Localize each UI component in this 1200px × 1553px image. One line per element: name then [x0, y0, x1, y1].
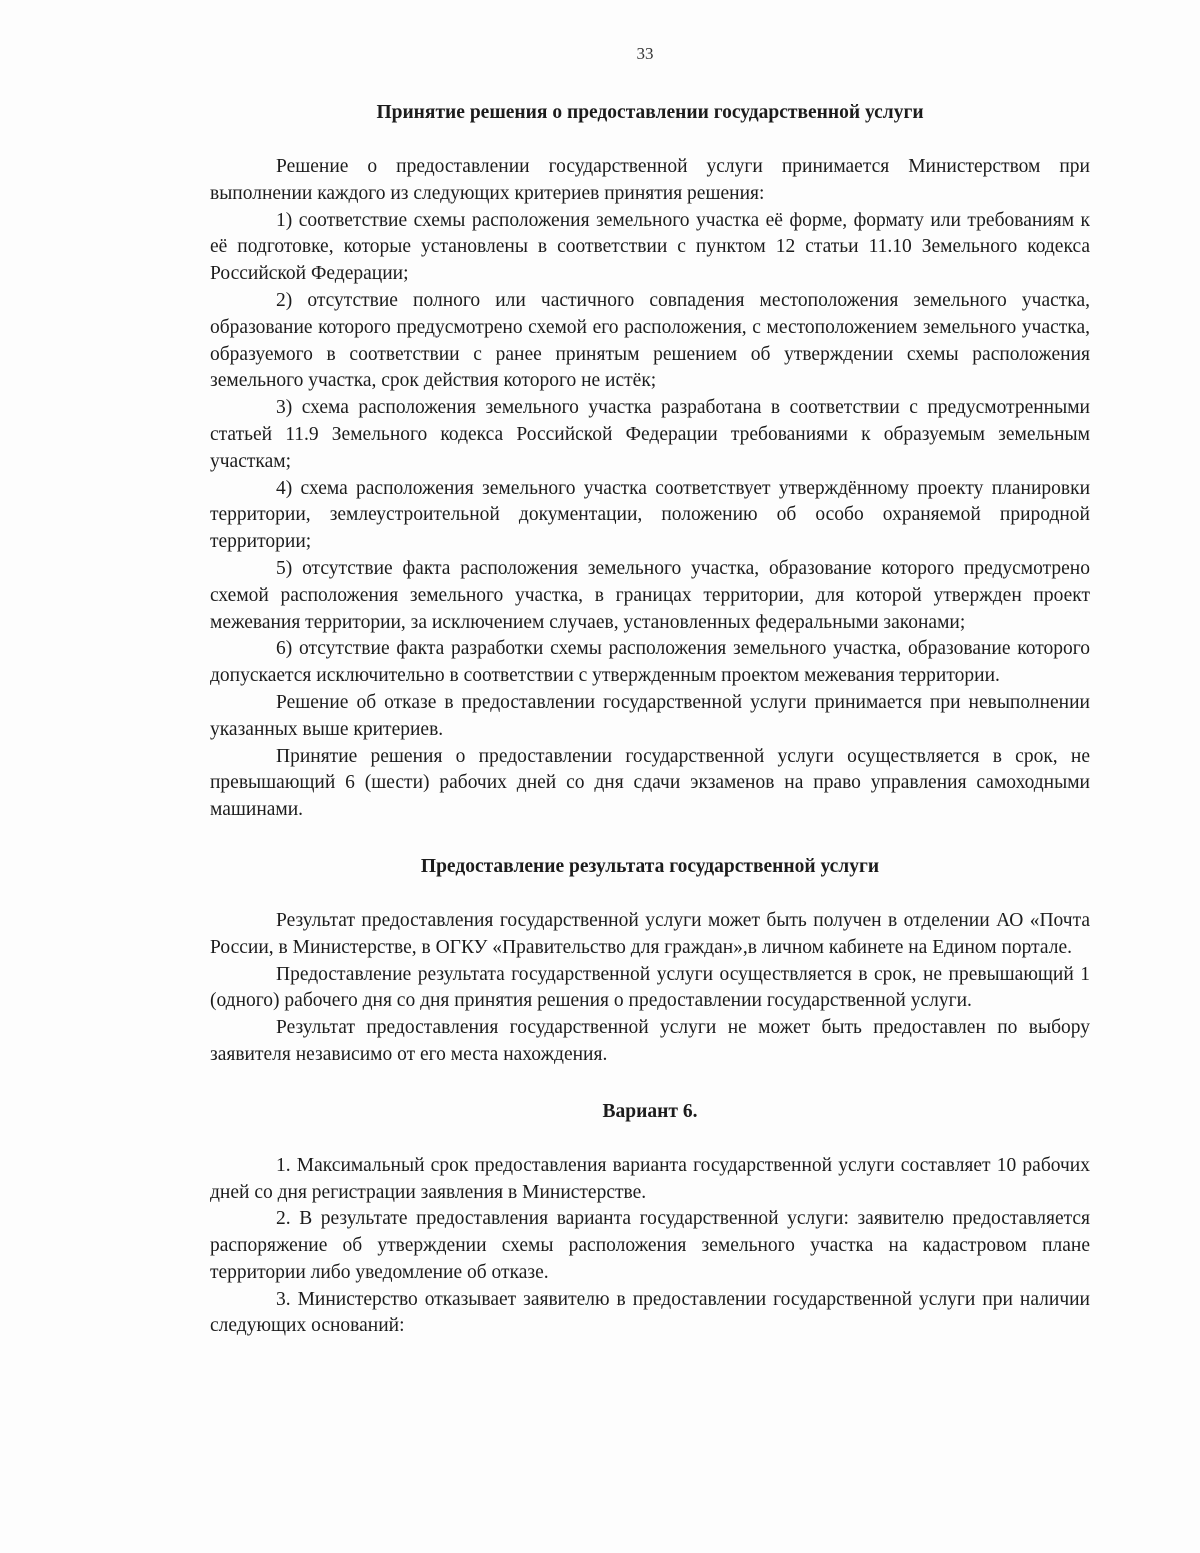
paragraph: 2. В результате предоставления варианта государственной услуги: заявителю предоставляется распоряжение об утверждении схемы расположения земельного участка на кадастровом плане территории либо уведомление об отказе. — [210, 1208, 1090, 1283]
paragraph: 1. Максимальный срок предоставления варианта государственной услуги составляет 10 рабочих дней со дня регистрации заявления в Министерстве. — [210, 1154, 1090, 1203]
paragraph: 3) схема расположения земельного участка разработана в соответствии с предусмотренными статьей 11.9 Земельного кодекса Российской Федерации требованиями к образуемым земельным участкам; — [210, 397, 1090, 472]
section-heading: Вариант 6. — [602, 1100, 698, 1122]
paragraph: Результат предоставления государственной услуги не может быть предоставлен по выбору заявителя независимо от его места нахождения. — [210, 1017, 1090, 1065]
paragraph: 2) отсутствие полного или частичного совпадения местоположения земельного участка, образование которого предусмотрено схемой его расположения, с местоположением земельного участка, образуемого в соответствии с ранее принятым решением об утверждении схемы расположения земельного участка, срок действия которого не истёк; — [210, 289, 1090, 392]
section-variant-6 — [210, 1099, 1090, 1341]
document-body — [210, 100, 1090, 1340]
section-result — [210, 854, 1090, 1069]
page-number: 33 — [636, 44, 654, 63]
paragraph: 3. Министерство отказывает заявителю в предоставлении государственной услуги при наличии следующих оснований: — [210, 1288, 1090, 1337]
paragraph: Решение об отказе в предоставлении государственной услуги принимается при невыполнении указанных выше критериев. — [210, 691, 1090, 740]
section-heading: Предоставление результата государственной услуги — [420, 855, 880, 877]
paragraph: Решение о предоставлении государственной услуги принимается Министерством при выполнении каждого из следующих критериев принятия решения: — [210, 156, 1090, 204]
paragraph: Предоставление результата государственной услуги осуществляется в срок, не превышающий 1 (одного) рабочего дня со дня принятия решения о предоставлении государственной услуги. — [210, 963, 1090, 1012]
section-decision — [210, 100, 1090, 824]
paragraph: 6) отсутствие факта разработки схемы расположения земельного участка, образование которого допускается исключительно в соответствии с утвержденным проектом межевания территории. — [210, 638, 1090, 687]
paragraph: Принятие решения о предоставлении государственной услуги осуществляется в срок, не превышающий 6 (шести) рабочих дней со дня сдачи экзаменов на право управления самоходными машинами. — [210, 745, 1090, 821]
paragraph: Результат предоставления государственной услуги может быть получен в отделении АО «Почта России, в Министерстве, в ОГКУ «Правительство для граждан»,в личном кабинете на Едином портале. — [210, 909, 1090, 958]
paragraph: 1) соответствие схемы расположения земельного участка её форме, формату или требованиям к её подготовке, которые установлены в соответствии с пунктом 12 статьи 11.10 Земельного кодекса Российской Федерации; — [210, 209, 1090, 285]
paragraph: 5) отсутствие факта расположения земельного участка, образование которого предусмотрено схемой расположения земельного участка, в границах территории, для которой утвержден проект межевания территории, за исключением случаев, установленных федеральными законами; — [210, 557, 1090, 633]
paragraph: 4) схема расположения земельного участка соответствует утверждённому проекту планировки территории, землеустроительной документации, положению об особо охраняемой природной территории; — [210, 477, 1090, 553]
section-heading: Принятие решения о предоставлении государственной услуги — [376, 102, 924, 123]
